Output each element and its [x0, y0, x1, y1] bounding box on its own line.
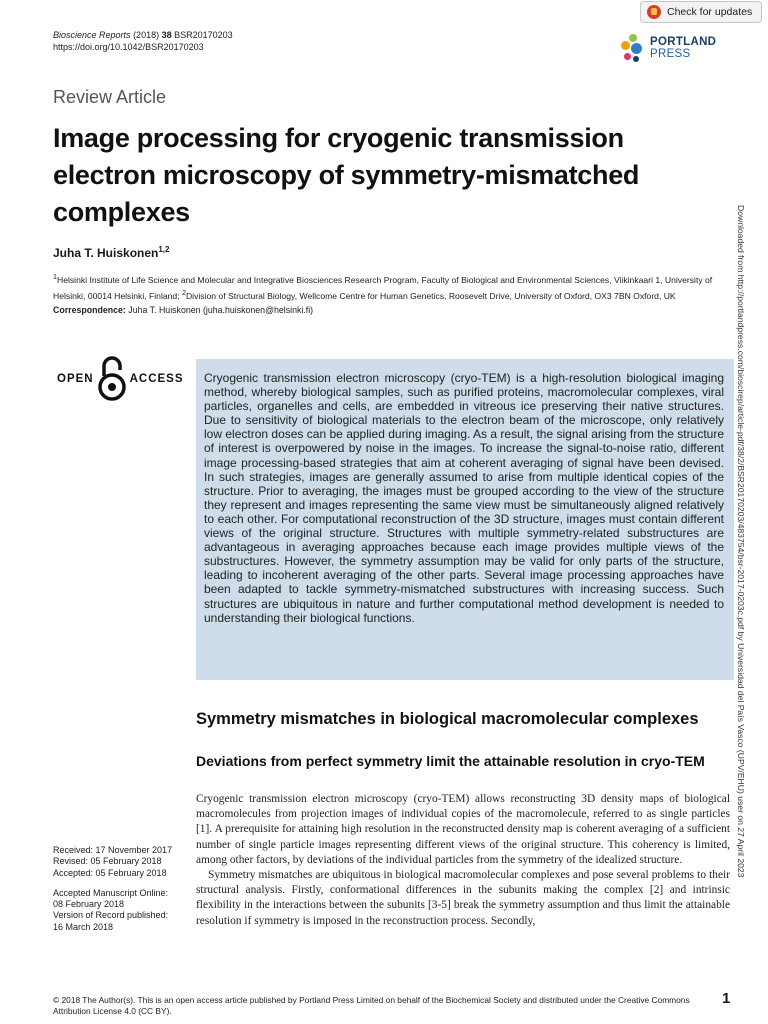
publisher-name: PORTLAND [650, 36, 717, 48]
journal-volume: 38 [161, 30, 172, 40]
affiliation-2: Division of Structural Biology, Wellcome Centre for Human Genetics, Roosevelt Drive, University of Oxford, OX3 7BN Oxford, UK [185, 290, 676, 301]
article-type: Review Article [53, 87, 167, 107]
download-watermark: Downloaded from http://portlandpress.com/bioscirep/article-pdf/38/2/BSR20170203/483754/bsr-2017-0203c.pdf by Universidad del País Vasco (UPV/EHU) user on 27 April 2023 [736, 205, 746, 878]
affiliation-1: Helsinki Institute of Life Science and Molecular and Integrative Biosciences Research Program, Faculty of Biological and Environmental Sciences, Viikinkaari 1, University of Helsinki, 00014 Helsinki, Finland; [53, 274, 713, 301]
correspondence-text[interactable]: Juha T. Huiskonen (juha.huiskonen@helsinki.fi) [128, 305, 314, 315]
abstract-box: Cryogenic transmission electron microscopy (cryo-TEM) is a high-resolution biological imaging method, whereby biological samples, such as purified proteins, macromolecular complexes, viral particles, organelles and cells, are embedded in vitreous ice preserving their native structures. Due to sensitivity of biological materials to the electron beam of the microscope, only relatively low electron doses can be applied during imaging. As a result, the signal arising from the structure of interest is overpowered by noise in the images. To increase the signal-to-noise ratio, different image processing-based strategies that aim at coherent averaging of signal have been devised. In such strategies, images are generally assumed to arise from multiple identical copies of the structure. Prior to averaging, the images must be grouped according to the view of the structure they represent and images representing the same view must be simultaneously aligned relatively to each other. For computational reconstruction of the 3D structure, images must contain different views of the original structure. Structures with multiple symmetry-related substructures are advantageous in averaging approaches because each image provides multiple views of the substructures. However, the symmetry assumption may be valid for only parts of the structure, leading to incoherent averaging of the other parts. Several image processing approaches have been adapted to tackle symmetry-mismatched substructures with increasing success. Such structures are ubiquitous in nature and further computational method development is needed to understanding their biological functions. [196, 359, 734, 680]
license-footer: © 2018 The Author(s). This is an open access article published by Portland Press Limited on behalf of the Biochemical Society and distributed under the Creative Commons Attribution License 4.0 (CC BY). [53, 995, 690, 1016]
doi-link[interactable]: https://doi.org/10.1042/BSR20170203 [53, 41, 204, 52]
open-lock-icon [98, 356, 126, 402]
correspondence-label: Correspondence: [53, 305, 126, 315]
author-name: Juha T. Huiskonen [53, 246, 159, 260]
article-title: Image processing for cryogenic transmission electron microscopy of symmetry-mismatched complexes [53, 123, 640, 227]
journal-year: (2018) [133, 30, 160, 40]
accepted-date: Accepted: 05 February 2018 [53, 867, 167, 878]
section-heading: Symmetry mismatches in biological macromolecular complexes [196, 710, 699, 728]
journal-name: Bioscience Reports [53, 30, 131, 40]
body-paragraph: Cryogenic transmission electron microscopy (cryo-TEM) allows reconstructing 3D density maps of biological macromolecules from projection images of individual copies of the macromolecule, referred to as single particles [1]. A prerequisite for attaining high resolution in the reconstructed density map is coherent averaging of a sufficient number of single particle images representing different views of the original structure. This coherency is limited, among other factors, by deviations of the individual particles from the symmetry of the idealized structure. [196, 793, 730, 866]
publisher-subname: PRESS [650, 48, 691, 60]
subsection-heading: Deviations from perfect symmetry limit the attainable resolution in cryo-TEM [196, 753, 705, 769]
page-number: 1 [722, 990, 731, 1007]
check-updates-label: Check for updates [667, 6, 753, 18]
body-text [196, 792, 730, 929]
amo-label: Accepted Manuscript Online: [53, 887, 169, 898]
open-access-badge [57, 356, 184, 402]
portland-dots-icon [620, 32, 644, 64]
open-access-left: OPEN [57, 373, 94, 385]
open-access-right: ACCESS [129, 373, 184, 385]
publisher-logo [620, 32, 716, 64]
body-paragraph: Symmetry mismatches are ubiquitous in biological macromolecular complexes and pose several problems to their structural analysis. Firstly, conformational differences in the subunits making the complex [2] and intrinsic flexibility in the interactions between the subunits [3-5] break the symmetry assumption and thus limit the attainable resolution if symmetry is imposed in the reconstruction process. Secondly, [196, 869, 730, 927]
correspondence [53, 305, 313, 315]
vor-date: 16 March 2018 [53, 921, 114, 932]
check-updates-button[interactable] [640, 1, 762, 23]
amo-date: 08 February 2018 [53, 899, 125, 910]
journal-citation [53, 30, 233, 53]
crossmark-icon [647, 5, 661, 19]
author-line [53, 245, 169, 260]
affil-sup-1: 1 [53, 273, 57, 281]
received-date: Received: 17 November 2017 [53, 845, 173, 855]
author-affil-sup: 1,2 [158, 245, 170, 254]
affil-sup-2: 2 [181, 288, 186, 297]
article-id: BSR20170203 [174, 30, 233, 40]
vor-label: Version of Record published: [53, 910, 169, 921]
revised-date: Revised: 05 February 2018 [53, 856, 162, 867]
article-dates [53, 845, 172, 933]
affiliations [53, 271, 718, 303]
